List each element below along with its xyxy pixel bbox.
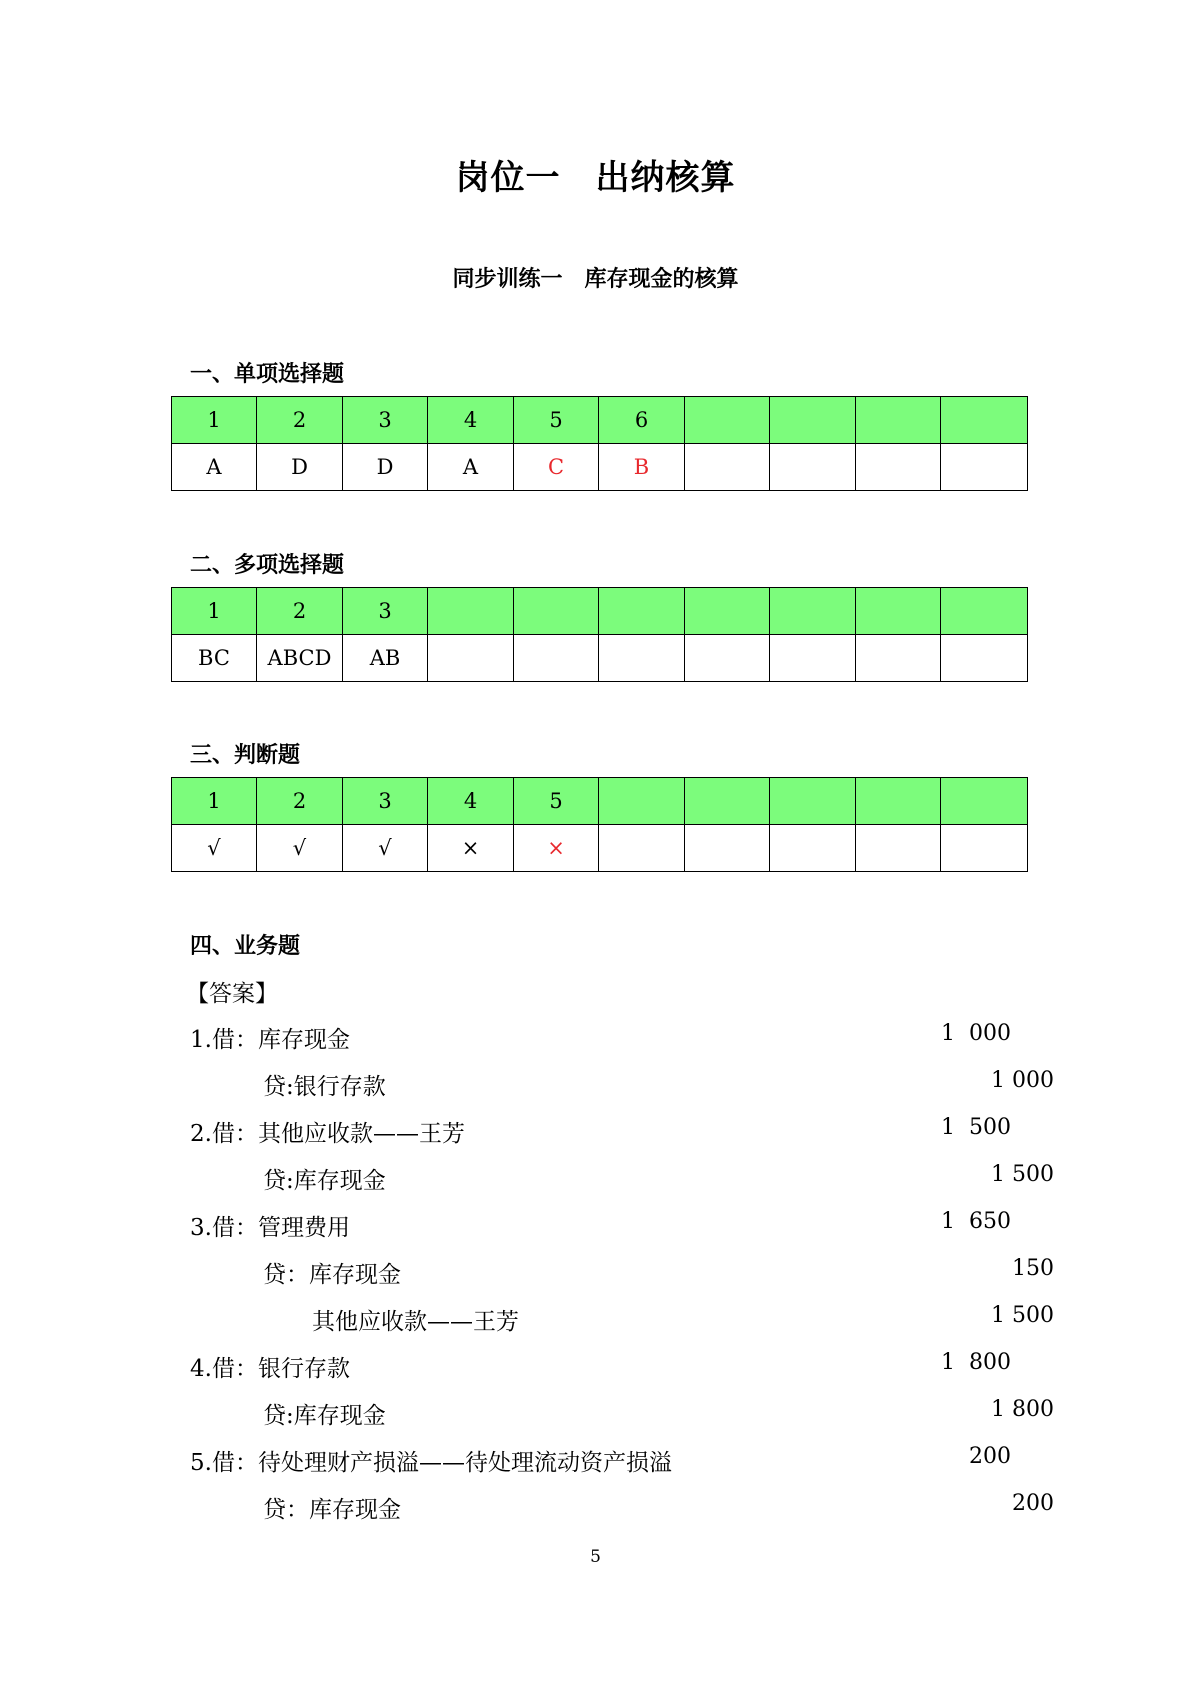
page-title: 岗位一 出纳核算 (455, 158, 736, 198)
section-heading-single: 一、单项选择题 (190, 362, 345, 387)
question-number-cell (941, 397, 1028, 444)
answer-cell: C (514, 444, 599, 491)
answer-cell (685, 444, 770, 491)
question-number-cell: 3 (343, 397, 428, 444)
question-number-cell: 4 (428, 397, 514, 444)
multi-choice-table (171, 587, 1028, 682)
answer-cell: A (172, 444, 257, 491)
answer-cell (856, 825, 941, 872)
answer-cell: B (599, 444, 685, 491)
answer-cell: √ (172, 825, 257, 872)
answer-cell (856, 635, 941, 682)
question-number-cell (514, 588, 599, 635)
answer-cell: A (428, 444, 514, 491)
answer-cell: ABCD (257, 635, 343, 682)
question-number-cell: 2 (257, 397, 343, 444)
answer-label: 【答案】 (186, 981, 278, 1007)
entry-amount: 200 (1012, 1491, 1054, 1516)
question-number-cell (856, 588, 941, 635)
entry-amount: 1 500 (991, 1303, 1054, 1328)
question-number-cell: 4 (428, 778, 514, 825)
answer-cell (856, 444, 941, 491)
answer-cell: BC (172, 635, 257, 682)
answer-cell (685, 635, 770, 682)
question-number-cell: 1 (172, 588, 257, 635)
question-number-cell (770, 588, 856, 635)
question-number-cell: 6 (599, 397, 685, 444)
entry-amount: 1 800 (941, 1350, 1011, 1375)
question-number-cell (770, 778, 856, 825)
question-number-cell (856, 397, 941, 444)
question-number-row (172, 778, 1028, 825)
question-number-cell (856, 778, 941, 825)
entry-amount: 1 500 (991, 1162, 1054, 1187)
entry-amount: 1 500 (941, 1115, 1011, 1140)
question-number-cell (685, 588, 770, 635)
entry-account-text: 贷:库存现金 (263, 1168, 386, 1194)
question-number-cell: 1 (172, 778, 257, 825)
entry-amount: 1 800 (991, 1397, 1054, 1422)
answer-cell: AB (343, 635, 428, 682)
section-heading-multi: 二、多项选择题 (190, 553, 345, 578)
question-number-cell (428, 588, 514, 635)
answer-cell (941, 444, 1028, 491)
entry-account-text: 贷：库存现金 (263, 1497, 401, 1523)
question-number-cell (770, 397, 856, 444)
answer-cell (770, 444, 856, 491)
entry-account-text: 贷:库存现金 (263, 1403, 386, 1429)
question-number-cell: 2 (257, 778, 343, 825)
question-number-cell (599, 778, 685, 825)
answer-cell (770, 635, 856, 682)
answer-cell (514, 635, 599, 682)
entry-amount: 1 650 (941, 1209, 1011, 1234)
answer-cell: √ (343, 825, 428, 872)
single-choice-table (171, 396, 1028, 491)
question-number-cell (685, 778, 770, 825)
question-number-cell: 3 (343, 778, 428, 825)
answer-cell (941, 825, 1028, 872)
question-number-cell (941, 778, 1028, 825)
judgment-table (171, 777, 1028, 872)
entry-account-text: 5.借：待处理财产损溢——待处理流动资产损溢 (190, 1450, 672, 1476)
page-subtitle: 同步训练一 库存现金的核算 (452, 267, 739, 292)
question-number-row (172, 397, 1028, 444)
entry-account-text: 贷：库存现金 (263, 1262, 401, 1288)
answer-cell: × (428, 825, 514, 872)
answer-cell: √ (257, 825, 343, 872)
entry-account-text: 其他应收款——王芳 (312, 1309, 519, 1335)
question-number-cell: 3 (343, 588, 428, 635)
question-number-cell: 1 (172, 397, 257, 444)
entry-amount: 1 000 (941, 1021, 1011, 1046)
question-number-cell (685, 397, 770, 444)
page-number: 5 (590, 1547, 601, 1567)
entry-account-text: 3.借：管理费用 (190, 1215, 350, 1241)
question-number-cell: 2 (257, 588, 343, 635)
question-number-row (172, 588, 1028, 635)
entry-amount: 200 (969, 1444, 1011, 1469)
answer-cell (941, 635, 1028, 682)
section-heading-business: 四、业务题 (190, 934, 301, 959)
answer-cell: × (514, 825, 599, 872)
entry-account-text: 贷:银行存款 (263, 1074, 386, 1100)
entry-account-text: 2.借：其他应收款——王芳 (190, 1121, 465, 1147)
entry-amount: 150 (1012, 1256, 1054, 1281)
answer-row (172, 825, 1028, 872)
answer-row (172, 444, 1028, 491)
answer-cell (599, 635, 685, 682)
answer-row (172, 635, 1028, 682)
question-number-cell (941, 588, 1028, 635)
answer-cell (599, 825, 685, 872)
entry-amount: 1 000 (991, 1068, 1054, 1093)
answer-cell: D (343, 444, 428, 491)
entry-account-text: 1.借：库存现金 (190, 1027, 350, 1053)
entry-account-text: 4.借：银行存款 (190, 1356, 350, 1382)
section-heading-judge: 三、判断题 (190, 743, 301, 768)
answer-cell (685, 825, 770, 872)
answer-cell (428, 635, 514, 682)
question-number-cell: 5 (514, 778, 599, 825)
answer-cell (770, 825, 856, 872)
answer-cell: D (257, 444, 343, 491)
question-number-cell (599, 588, 685, 635)
question-number-cell: 5 (514, 397, 599, 444)
